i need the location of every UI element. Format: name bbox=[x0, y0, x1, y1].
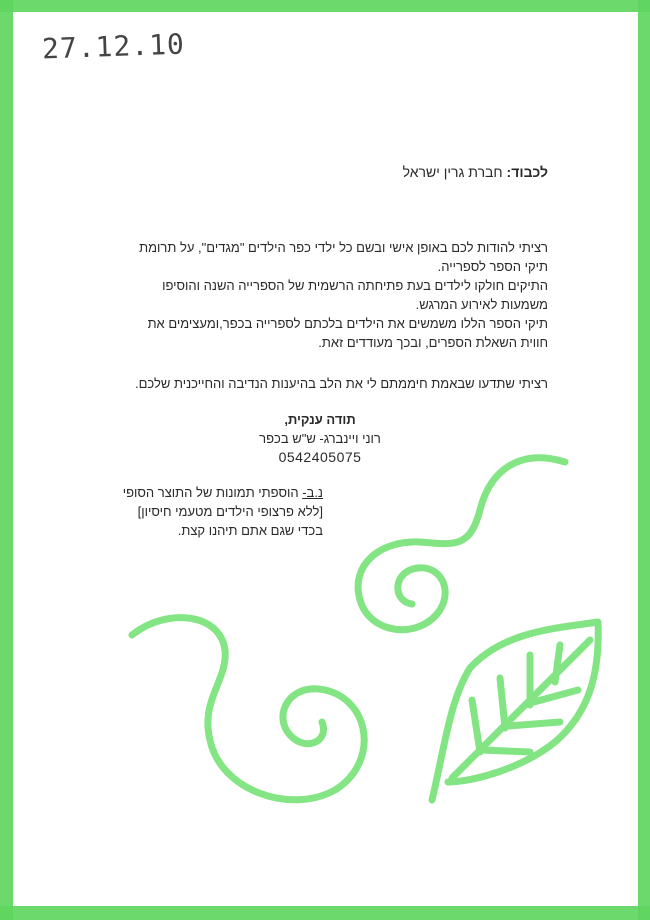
body-line: התיקים חולקו לילדים בעת פתיחתה הרשמית של הספרייה השנה והוסיפו bbox=[162, 278, 548, 293]
body-line: חווית השאלת הספרים, ובכך מעודדים זאת. bbox=[318, 335, 548, 350]
salutation-label: לכבוד: bbox=[506, 164, 548, 180]
signature-phone: 0542405075 bbox=[278, 449, 362, 465]
signature-thanks: תודה ענקית, bbox=[284, 412, 356, 427]
ps-label: נ.ב- bbox=[302, 485, 323, 500]
ps-line-2: [ללא פרצופי הילדים מטעמי חיסיון] bbox=[137, 504, 323, 519]
spiral-lower-icon bbox=[132, 618, 364, 800]
leaf-vein-icon bbox=[555, 645, 560, 682]
leaf-vein-icon bbox=[482, 750, 530, 752]
signature-name-role: רוני ויינברג- ש"ש בכפר bbox=[259, 431, 381, 446]
salutation-recipient: חברת גרין ישראל bbox=[402, 164, 503, 180]
leaf-vein-icon bbox=[500, 678, 505, 728]
body-line: רציתי להודות לכם באופן אישי ובשם כל ילדי כפר הילדים "מגדים", על תרומת bbox=[139, 240, 548, 255]
handwritten-date: 27.12.10 bbox=[41, 27, 186, 66]
closing-line: רציתי שתדעו שבאמת חיממתם לי את הלב בהיענות הנדיבה והחייכנית שלכם. bbox=[135, 376, 548, 391]
body-line: תיקי הספר הללו משמשים את הילדים בלכתם לספרייה בכפר,ומעצימים את bbox=[147, 316, 548, 331]
spiral-upper-icon bbox=[358, 458, 565, 630]
ps-line1-text: הוספתי תמונות של התוצר הסופי bbox=[122, 485, 303, 500]
body-line: תיקי הספר לספרייה. bbox=[437, 259, 548, 274]
ps-line-3: בכדי שגם אתם תיהנו קצת. bbox=[177, 523, 323, 538]
body-line: משמעות לאירוע המרגש. bbox=[415, 297, 548, 312]
leaf-vein-icon bbox=[508, 722, 560, 726]
leaf-vein-icon bbox=[472, 700, 480, 752]
